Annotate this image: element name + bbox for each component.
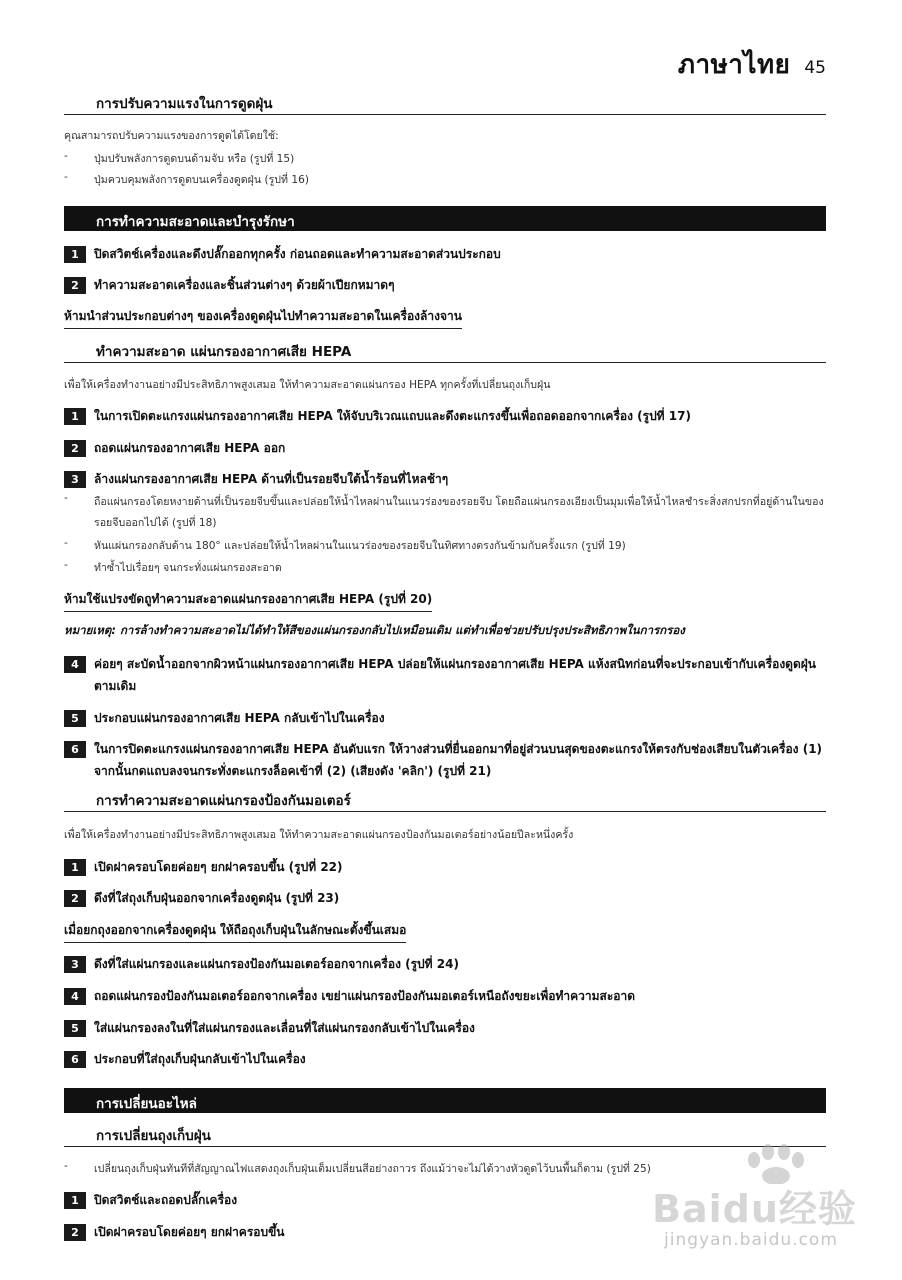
section-heading-suction	[64, 90, 826, 115]
intro-text: เพื่อให้เครื่องทำงานอย่างมีประสิทธิภาพสูงเสมอ ให้ทำความสะอาดแผ่นกรองป้องกันมอเตอร์อย่างน้อยปีละหนึ่งครั้ง	[64, 829, 574, 841]
section-title: การเปลี่ยนอะไหล่	[96, 1096, 197, 1112]
step-text: ปิดสวิตช์เครื่องและดึงปลั๊กออกทุกครั้ง ก่อนถอดและทำความสะอาดส่วนประกอบ	[94, 247, 501, 261]
step-text: ประกอบที่ใส่ถุงเก็บฝุ่นกลับเข้าไปในเครื่อง	[94, 1052, 306, 1066]
step-text: เปิดฝาครอบโดยค่อยๆ ยกฝาครอบขึ้น (รูปที่ 22)	[94, 860, 343, 874]
section-bar-cleaning	[64, 206, 826, 231]
step-number: 1	[64, 408, 86, 425]
step-text: ค่อยๆ สะบัดน้ำออกจากผิวหน้าแผ่นกรองอากาศเสีย HEPA ปล่อยให้แผ่นกรองอากาศเสีย HEPA แห้งสนิทก่อนที่จะประกอบเข้ากับเครื่องดูดฝุ่นตามเดิม	[94, 657, 817, 693]
step-number: 2	[64, 890, 86, 907]
step-text: ถอดแผ่นกรองอากาศเสีย HEPA ออก	[94, 441, 286, 455]
section-heading-motor-filter	[64, 787, 826, 812]
step-number: 1	[64, 246, 86, 263]
step-number: 3	[64, 471, 86, 488]
note-text: หมายเหตุ: การล้างทำความสะอาดไม่ได้ทำให้สีของแผ่นกรองกลับไปเหมือนเดิม แต่ทำเพื่อช่วยปรับปรุงประสิทธิภาพในการกรอง	[64, 623, 685, 637]
step-number: 1	[64, 1192, 86, 1209]
step-number: 6	[64, 1051, 86, 1068]
step-number: 5	[64, 710, 86, 727]
language-title: ภาษาไทย	[677, 50, 791, 80]
step-number: 5	[64, 1020, 86, 1037]
page-header	[678, 44, 826, 85]
step-text: ประกอบแผ่นกรองอากาศเสีย HEPA กลับเข้าไปในเครื่อง	[94, 711, 385, 725]
step-number: 3	[64, 956, 86, 973]
section-title: การทำความสะอาดแผ่นกรองป้องกันมอเตอร์	[96, 793, 351, 809]
step-text: ใส่แผ่นกรองลงในที่ใส่แผ่นกรองและเลื่อนที่ใส่แผ่นกรองกลับเข้าไปในเครื่อง	[94, 1021, 475, 1035]
step-number: 2	[64, 277, 86, 294]
watermark	[642, 1142, 862, 1262]
step-number: 1	[64, 859, 86, 876]
step-number: 4	[64, 988, 86, 1005]
step-number: 2	[64, 440, 86, 457]
section-heading-hepa	[64, 338, 826, 363]
list-item: - ถือแผ่นกรองโดยหงายด้านที่เป็นรอยจีบขึ้นและปล่อยให้น้ำไหลผ่านในแนวร่องของรอยจีบ โดยถือแผ่นกรองเอียงเป็นมุมเพื่อให้น้ำไหลชำระสิ่งสกปรกที่อยู่ด้านในของรอยจีบออกไปได้ (รูปที่ 18)	[64, 492, 824, 529]
step-text: ดึงที่ใส่แผ่นกรองและแผ่นกรองป้องกันมอเตอร์ออกจากเครื่อง (รูปที่ 24)	[94, 957, 459, 971]
step-text: ทำความสะอาดเครื่องและชิ้นส่วนต่างๆ ด้วยผ้าเปียกหมาดๆ	[94, 278, 395, 292]
warning-text: เมื่อยกถุงออกจากเครื่องดูดฝุ่น ให้ถือถุงเก็บฝุ่นในลักษณะตั้งขึ้นเสมอ	[64, 921, 406, 943]
section-title: การทำความสะอาดและบำรุงรักษา	[96, 214, 295, 230]
step-number: 4	[64, 656, 86, 673]
intro-text: เพื่อให้เครื่องทำงานอย่างมีประสิทธิภาพสูงเสมอ ให้ทำความสะอาดแผ่นกรอง HEPA ทุกครั้งที่เปลี่ยนถุงเก็บฝุ่น	[64, 379, 551, 391]
section-bar-replacement	[64, 1088, 826, 1113]
step-text: ถอดแผ่นกรองป้องกันมอเตอร์ออกจากเครื่อง เขย่าแผ่นกรองป้องกันมอเตอร์เหนือถังขยะเพื่อทำความสะอาด	[94, 989, 636, 1003]
step-text: เปิดฝาครอบโดยค่อยๆ ยกฝาครอบขึ้น	[94, 1225, 285, 1239]
section-title: การปรับความแรงในการดูดฝุ่น	[96, 96, 273, 112]
step-text: ในการเปิดตะแกรงแผ่นกรองอากาศเสีย HEPA ให้จับบริเวณแถบและดึงตะแกรงขึ้นเพื่อถอดออกจากเครื่อง (รูปที่ 17)	[94, 409, 691, 423]
step-text: ดึงที่ใส่ถุงเก็บฝุ่นออกจากเครื่องดูดฝุ่น (รูปที่ 23)	[94, 891, 340, 905]
step-text: ล้างแผ่นกรองอากาศเสีย HEPA ด้านที่เป็นรอยจีบใต้น้ำร้อนที่ไหลช้าๆ	[94, 472, 449, 486]
step-number: 6	[64, 741, 86, 758]
watermark-url: jingyan.baidu.com	[664, 1230, 838, 1250]
intro-text: คุณสามารถปรับความแรงของการดูดได้โดยใช้:	[64, 130, 279, 142]
watermark-brand: Baidu经验	[652, 1187, 857, 1231]
section-title: ทำความสะอาด แผ่นกรองอากาศเสีย HEPA	[96, 344, 352, 360]
step-text: ปิดสวิตช์และถอดปลั๊กเครื่อง	[94, 1193, 238, 1207]
step-number: 2	[64, 1224, 86, 1241]
step-text: ในการปิดตะแกรงแผ่นกรองอากาศเสีย HEPA อันดับแรก ให้วางส่วนที่ยื่นออกมาที่อยู่ส่วนบนสุดของตะแกรงให้ตรงกับช่องเสียบในตัวเครื่อง (1) จากนั้นกดแถบลงจนกระทั่งตะแกรงล็อคเข้าที่ (2) (เสียงดัง 'คลิก') (รูปที่ 21)	[94, 742, 823, 778]
section-title: การเปลี่ยนถุงเก็บฝุ่น	[96, 1128, 211, 1144]
warning-text: ห้ามนำส่วนประกอบต่างๆ ของเครื่องดูดฝุ่นไปทำความสะอาดในเครื่องล้างจาน	[64, 307, 462, 329]
warning-text: ห้ามใช้แปรงขัดถูทำความสะอาดแผ่นกรองอากาศเสีย HEPA (รูปที่ 20)	[64, 590, 432, 612]
page-number: 45	[804, 58, 826, 78]
